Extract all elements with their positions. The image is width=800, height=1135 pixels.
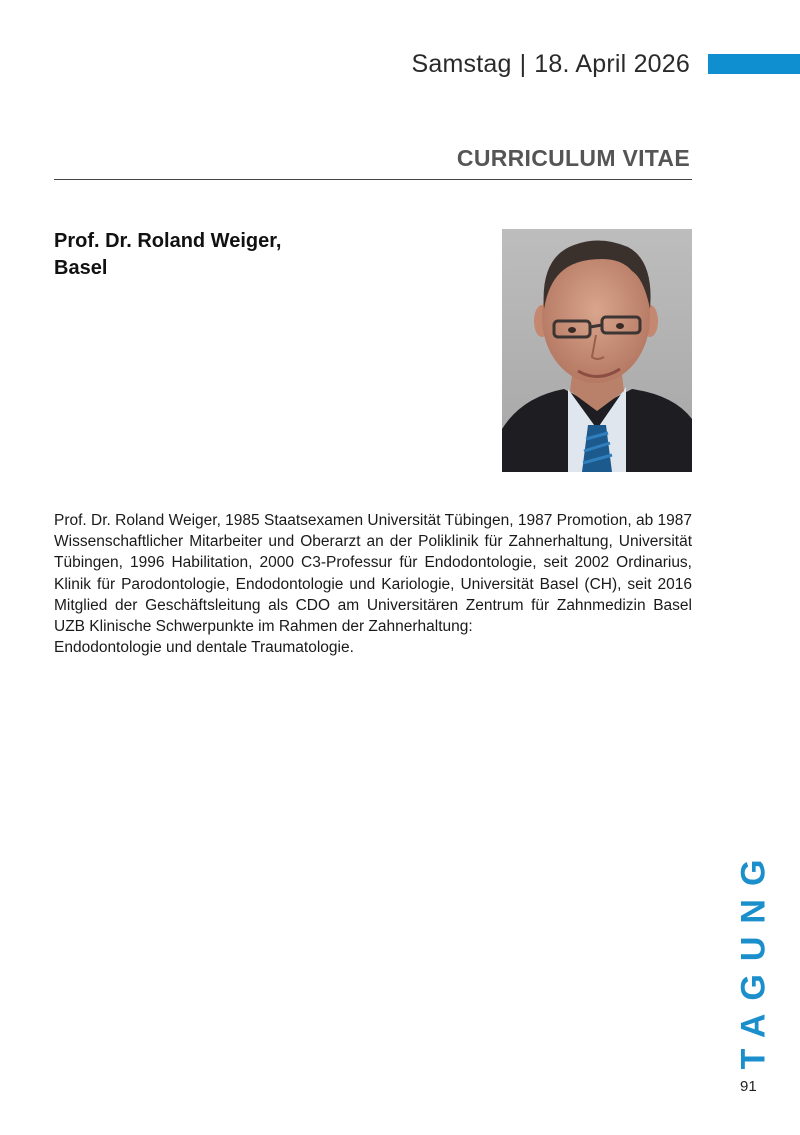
portrait-photo: [502, 229, 692, 472]
biography: [54, 510, 692, 658]
section-tab-text: TAGUNG: [734, 846, 773, 1070]
portrait-illustration: [502, 229, 692, 472]
biography-last-line: Endodontologie und dentale Traumatologie.: [54, 639, 354, 657]
section-tab-label: [734, 846, 773, 1070]
biography-text: Prof. Dr. Roland Weiger, 1985 Staatsexamen Universität Tübingen, 1987 Promotion, ab 1987 Wissenschaftlicher Mitarbeiter und Oberarzt an der Poliklinik für Zahnerhaltung, Universität Tübingen, 1996 Habilitation, 2000 C3-Professur für Endodontologie, seit 2002 Ordinarius, Klinik für Parodontologie, Endodontologie und Kariologie, Universität Basel (CH), seit 2016 Mitglied der Geschäftsleitung als CDO am Universitären Zentrum für Zahnmedizin Basel UZB Klinische Schwerpunkte im Rahmen der Zahnerhaltung:: [54, 512, 692, 636]
speaker-name: [54, 228, 281, 282]
section-divider: [54, 179, 692, 180]
header-accent-bar: [708, 54, 800, 74]
section-title: CURRICULUM VITAE: [456, 145, 690, 171]
header-day: Samstag: [411, 50, 512, 78]
speaker-location: Basel: [54, 257, 108, 279]
speaker-name-line: Prof. Dr. Roland Weiger,: [54, 230, 282, 252]
page-number: 91: [740, 1078, 757, 1095]
header-date-text: 18. April 2026: [534, 50, 690, 78]
header-separator: |: [519, 50, 527, 78]
header-date: [412, 50, 690, 79]
